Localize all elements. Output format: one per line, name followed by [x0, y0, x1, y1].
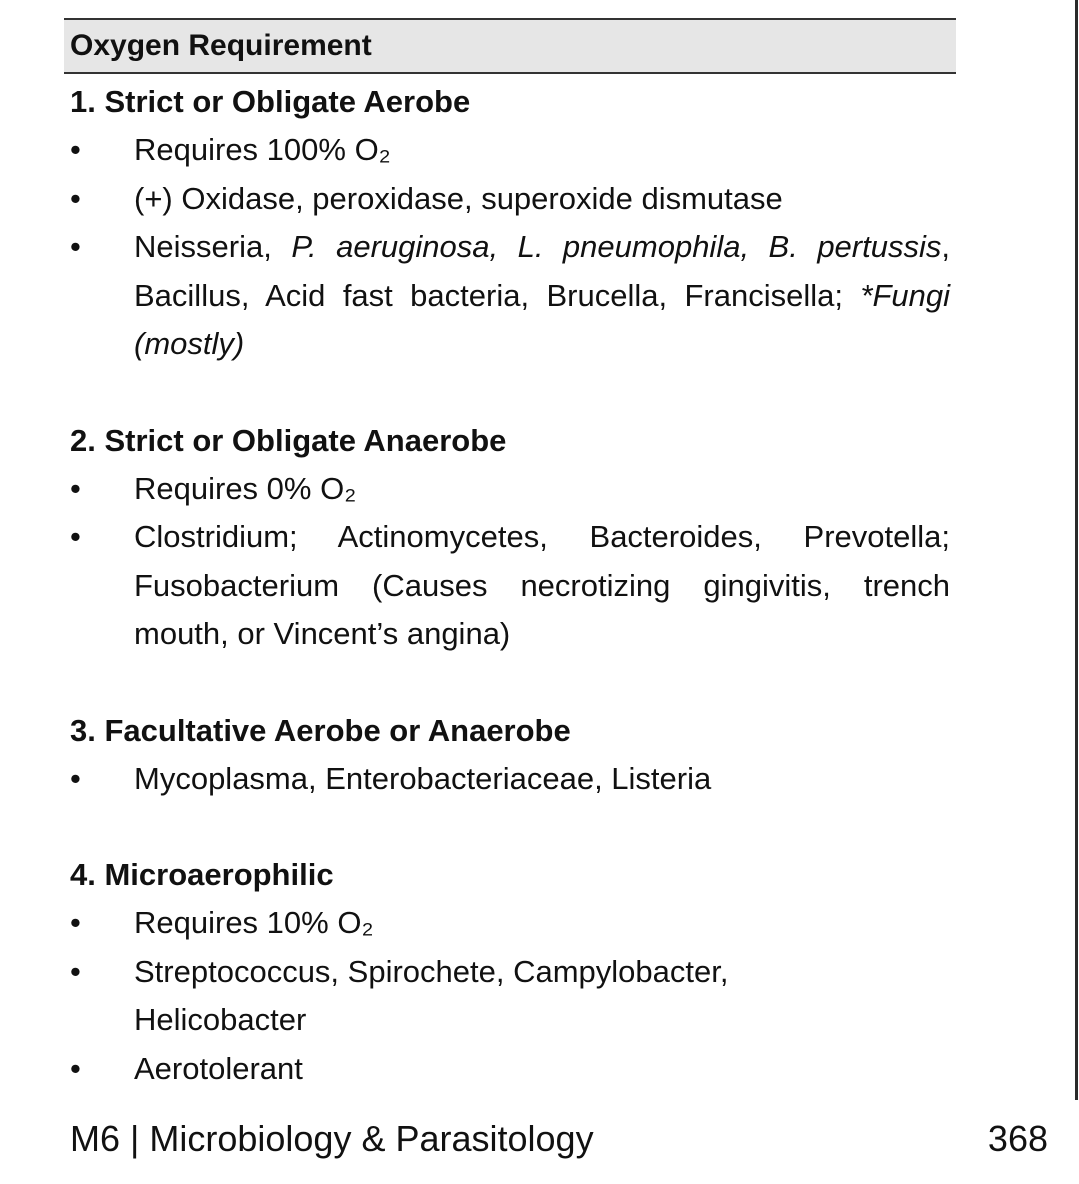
list-item: • Clostridium; Actinomycetes, Bacteroides, Prevotella; Fusobacterium (Causes necrotizing gingivitis, trench mouth, or Vincent’s angina) — [64, 513, 956, 659]
page-edge-divider — [1075, 0, 1078, 1100]
page-footer — [70, 1118, 1048, 1160]
table-header-bar — [64, 18, 956, 74]
section-strict-aerobe — [64, 78, 956, 369]
section-heading: 4. Microaerophilic — [70, 857, 334, 892]
organism-text: , Bacillus, Acid fast bacteria, Brucella, Francisella; — [134, 229, 950, 313]
list-item: • (+) Oxidase, peroxidase, superoxide dismutase — [64, 175, 956, 224]
header-title: Oxygen Requirement — [70, 29, 372, 62]
list-item: • Mycoplasma, Enterobacteriaceae, Listeria — [64, 755, 956, 804]
page-number: 368 — [987, 1118, 1048, 1159]
document-page — [64, 18, 956, 1093]
section-heading: 3. Facultative Aerobe or Anaerobe — [70, 712, 571, 748]
spacer — [64, 369, 956, 417]
list-item: • Requires 10% O₂ — [64, 899, 956, 948]
list-item — [64, 223, 956, 369]
bullet-list — [64, 126, 956, 369]
organism-text: Neisseria, — [134, 229, 292, 264]
spacer — [64, 659, 956, 707]
fungi-note: *Fungi (mostly) — [134, 277, 950, 361]
section-facultative — [64, 707, 956, 804]
section-strict-anaerobe — [64, 417, 956, 659]
section-heading: 2. Strict or Obligate Anaerobe — [70, 422, 507, 458]
spacer — [64, 803, 956, 851]
list-item: • Aerotolerant — [64, 1045, 956, 1094]
bullet-list — [64, 465, 956, 659]
list-item: • Streptococcus, Spirochete, Campylobacter, Helicobacter — [64, 948, 956, 1045]
section-microaerophilic — [64, 851, 956, 1093]
bullet-list — [64, 899, 956, 1093]
bullet-list — [64, 755, 956, 804]
section-heading: 1. Strict or Obligate Aerobe — [70, 84, 471, 119]
organism-italic-text: P. aeruginosa, L. pneumophila, B. pertussis — [291, 229, 942, 264]
footer-module-title: M6 | Microbiology & Parasitology — [70, 1118, 594, 1159]
list-item: • Requires 0% O₂ — [64, 465, 956, 514]
list-item: • Requires 100% O₂ — [64, 126, 956, 175]
